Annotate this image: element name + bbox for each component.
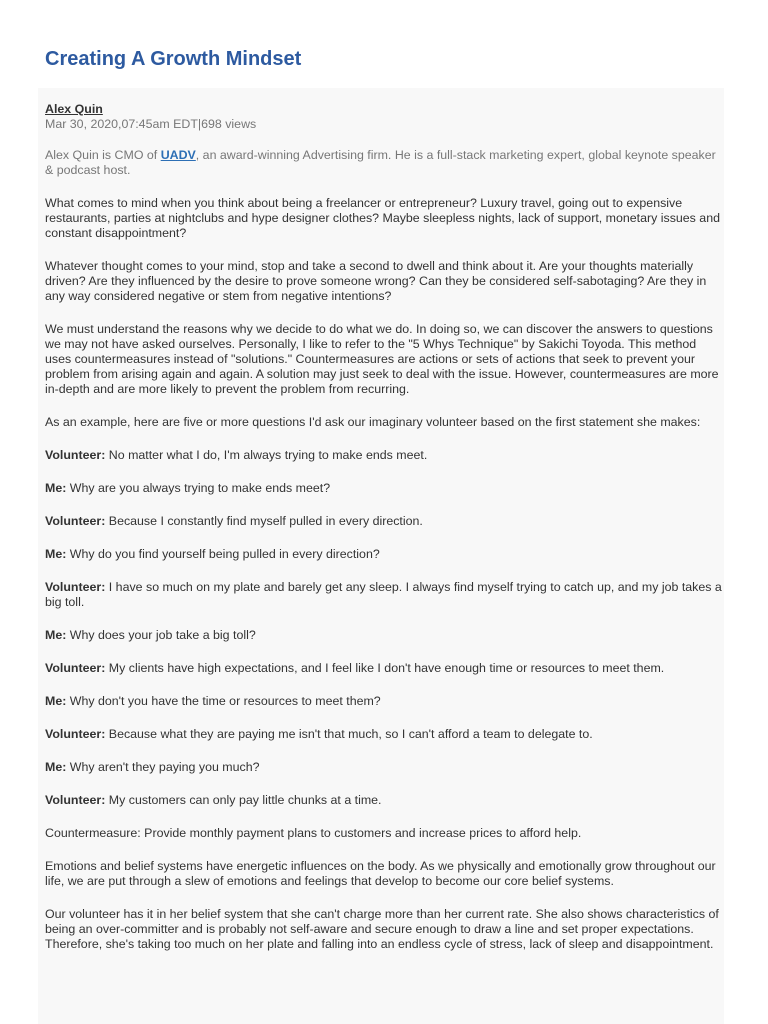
dialogue-line xyxy=(45,547,725,562)
dialogue-line xyxy=(45,580,725,610)
paragraph: Whatever thought comes to your mind, stop and take a second to dwell and think about it. Are your thoughts materially driven? Are they influenced by the desire to prove someone wrong? Can they be considered self-sabotaging? Are they in any way considered negative or stem from negative intentions? xyxy=(45,259,707,303)
dialogue-line xyxy=(45,514,725,529)
dialogue-line xyxy=(45,760,725,775)
dialogue-line xyxy=(45,694,725,709)
dialogue-text: Because I constantly find myself pulled in every direction. xyxy=(105,514,423,528)
paragraph: What comes to mind when you think about being a freelancer or entrepreneur? Luxury travel, going out to expensive restaurants, parties at nightclubs and hype designer clothes? Maybe sleepless nights, lack of support, monetary issues and constant disappointment? xyxy=(45,196,720,240)
author-link[interactable]: Alex Quin xyxy=(45,102,103,116)
speaker-label: Volunteer: xyxy=(45,448,106,462)
dialogue-line xyxy=(45,727,725,742)
dialogue-line xyxy=(45,661,725,676)
paragraph: Countermeasure: Provide monthly payment plans to customers and increase prices to afford help. xyxy=(45,826,582,840)
paragraph: Our volunteer has it in her belief system that she can't charge more than her current rate. She also shows characteristics of being an over-committer and is probably not self-aware and secure enough to draw a line and set proper expectations. Therefore, she's taking too much on her plate and falling into an endless cycle of stress, lack of sleep and disappointment. xyxy=(45,907,719,951)
speaker-label: Me: xyxy=(45,694,67,708)
dialogue-text: Why do you find yourself being pulled in every direction? xyxy=(66,547,380,561)
dialogue-text: I have so much on my plate and barely get any sleep. I always find myself trying to catch up, and my job takes a big toll. xyxy=(45,580,722,609)
article-content xyxy=(45,102,725,970)
bio-text-after: , an award-winning Advertising firm. He is a full-stack marketing expert, global keynote speaker & podcast host. xyxy=(45,148,716,177)
dialogue-text: Why don't you have the time or resources to meet them? xyxy=(66,694,381,708)
speaker-label: Volunteer: xyxy=(45,793,106,807)
article-meta: Mar 30, 2020,07:45am EDT|698 views xyxy=(45,117,257,131)
speaker-label: Me: xyxy=(45,760,67,774)
article-title: Creating A Growth Mindset xyxy=(45,48,302,70)
dialogue-line xyxy=(45,628,725,643)
dialogue-line xyxy=(45,481,725,496)
paragraph: Emotions and belief systems have energetic influences on the body. As we physically and emotionally grow throughout our life, we are put through a slew of emotions and feelings that develop to become our core belief systems. xyxy=(45,859,716,888)
company-link[interactable]: UADV xyxy=(160,148,196,162)
speaker-label: Me: xyxy=(45,547,67,561)
dialogue-text: No matter what I do, I'm always trying to make ends meet. xyxy=(105,448,428,462)
dialogue-text: My customers can only pay little chunks at a time. xyxy=(105,793,382,807)
speaker-label: Me: xyxy=(45,481,67,495)
dialogue-text: Why aren't they paying you much? xyxy=(66,760,260,774)
speaker-label: Volunteer: xyxy=(45,580,106,594)
speaker-label: Volunteer: xyxy=(45,514,106,528)
dialogue-text: My clients have high expectations, and I feel like I don't have enough time or resources to meet them. xyxy=(105,661,665,675)
author-bio xyxy=(45,148,725,178)
dialogue-text: Because what they are paying me isn't that much, so I can't afford a team to delegate to. xyxy=(105,727,593,741)
paragraph: As an example, here are five or more questions I'd ask our imaginary volunteer based on the first statement she makes: xyxy=(45,415,701,429)
speaker-label: Volunteer: xyxy=(45,661,106,675)
dialogue-line xyxy=(45,793,725,808)
speaker-label: Volunteer: xyxy=(45,727,106,741)
bio-text-before: Alex Quin is CMO of xyxy=(45,148,161,162)
dialogue-text: Why does your job take a big toll? xyxy=(66,628,256,642)
speaker-label: Me: xyxy=(45,628,67,642)
dialogue-text: Why are you always trying to make ends meet? xyxy=(66,481,331,495)
dialogue-line xyxy=(45,448,725,463)
paragraph: We must understand the reasons why we decide to do what we do. In doing so, we can discover the answers to questions we may not have asked ourselves. Personally, I like to refer to the "5 Whys Technique" by Sakichi Toyoda. This method uses countermeasures instead of "solutions." Countermeasures are actions or sets of actions that seek to prevent your problem from arising again and again. A solution may just seek to deal with the issue. However, countermeasures are more in-depth and are more likely to prevent the problem from recurring. xyxy=(45,322,719,396)
